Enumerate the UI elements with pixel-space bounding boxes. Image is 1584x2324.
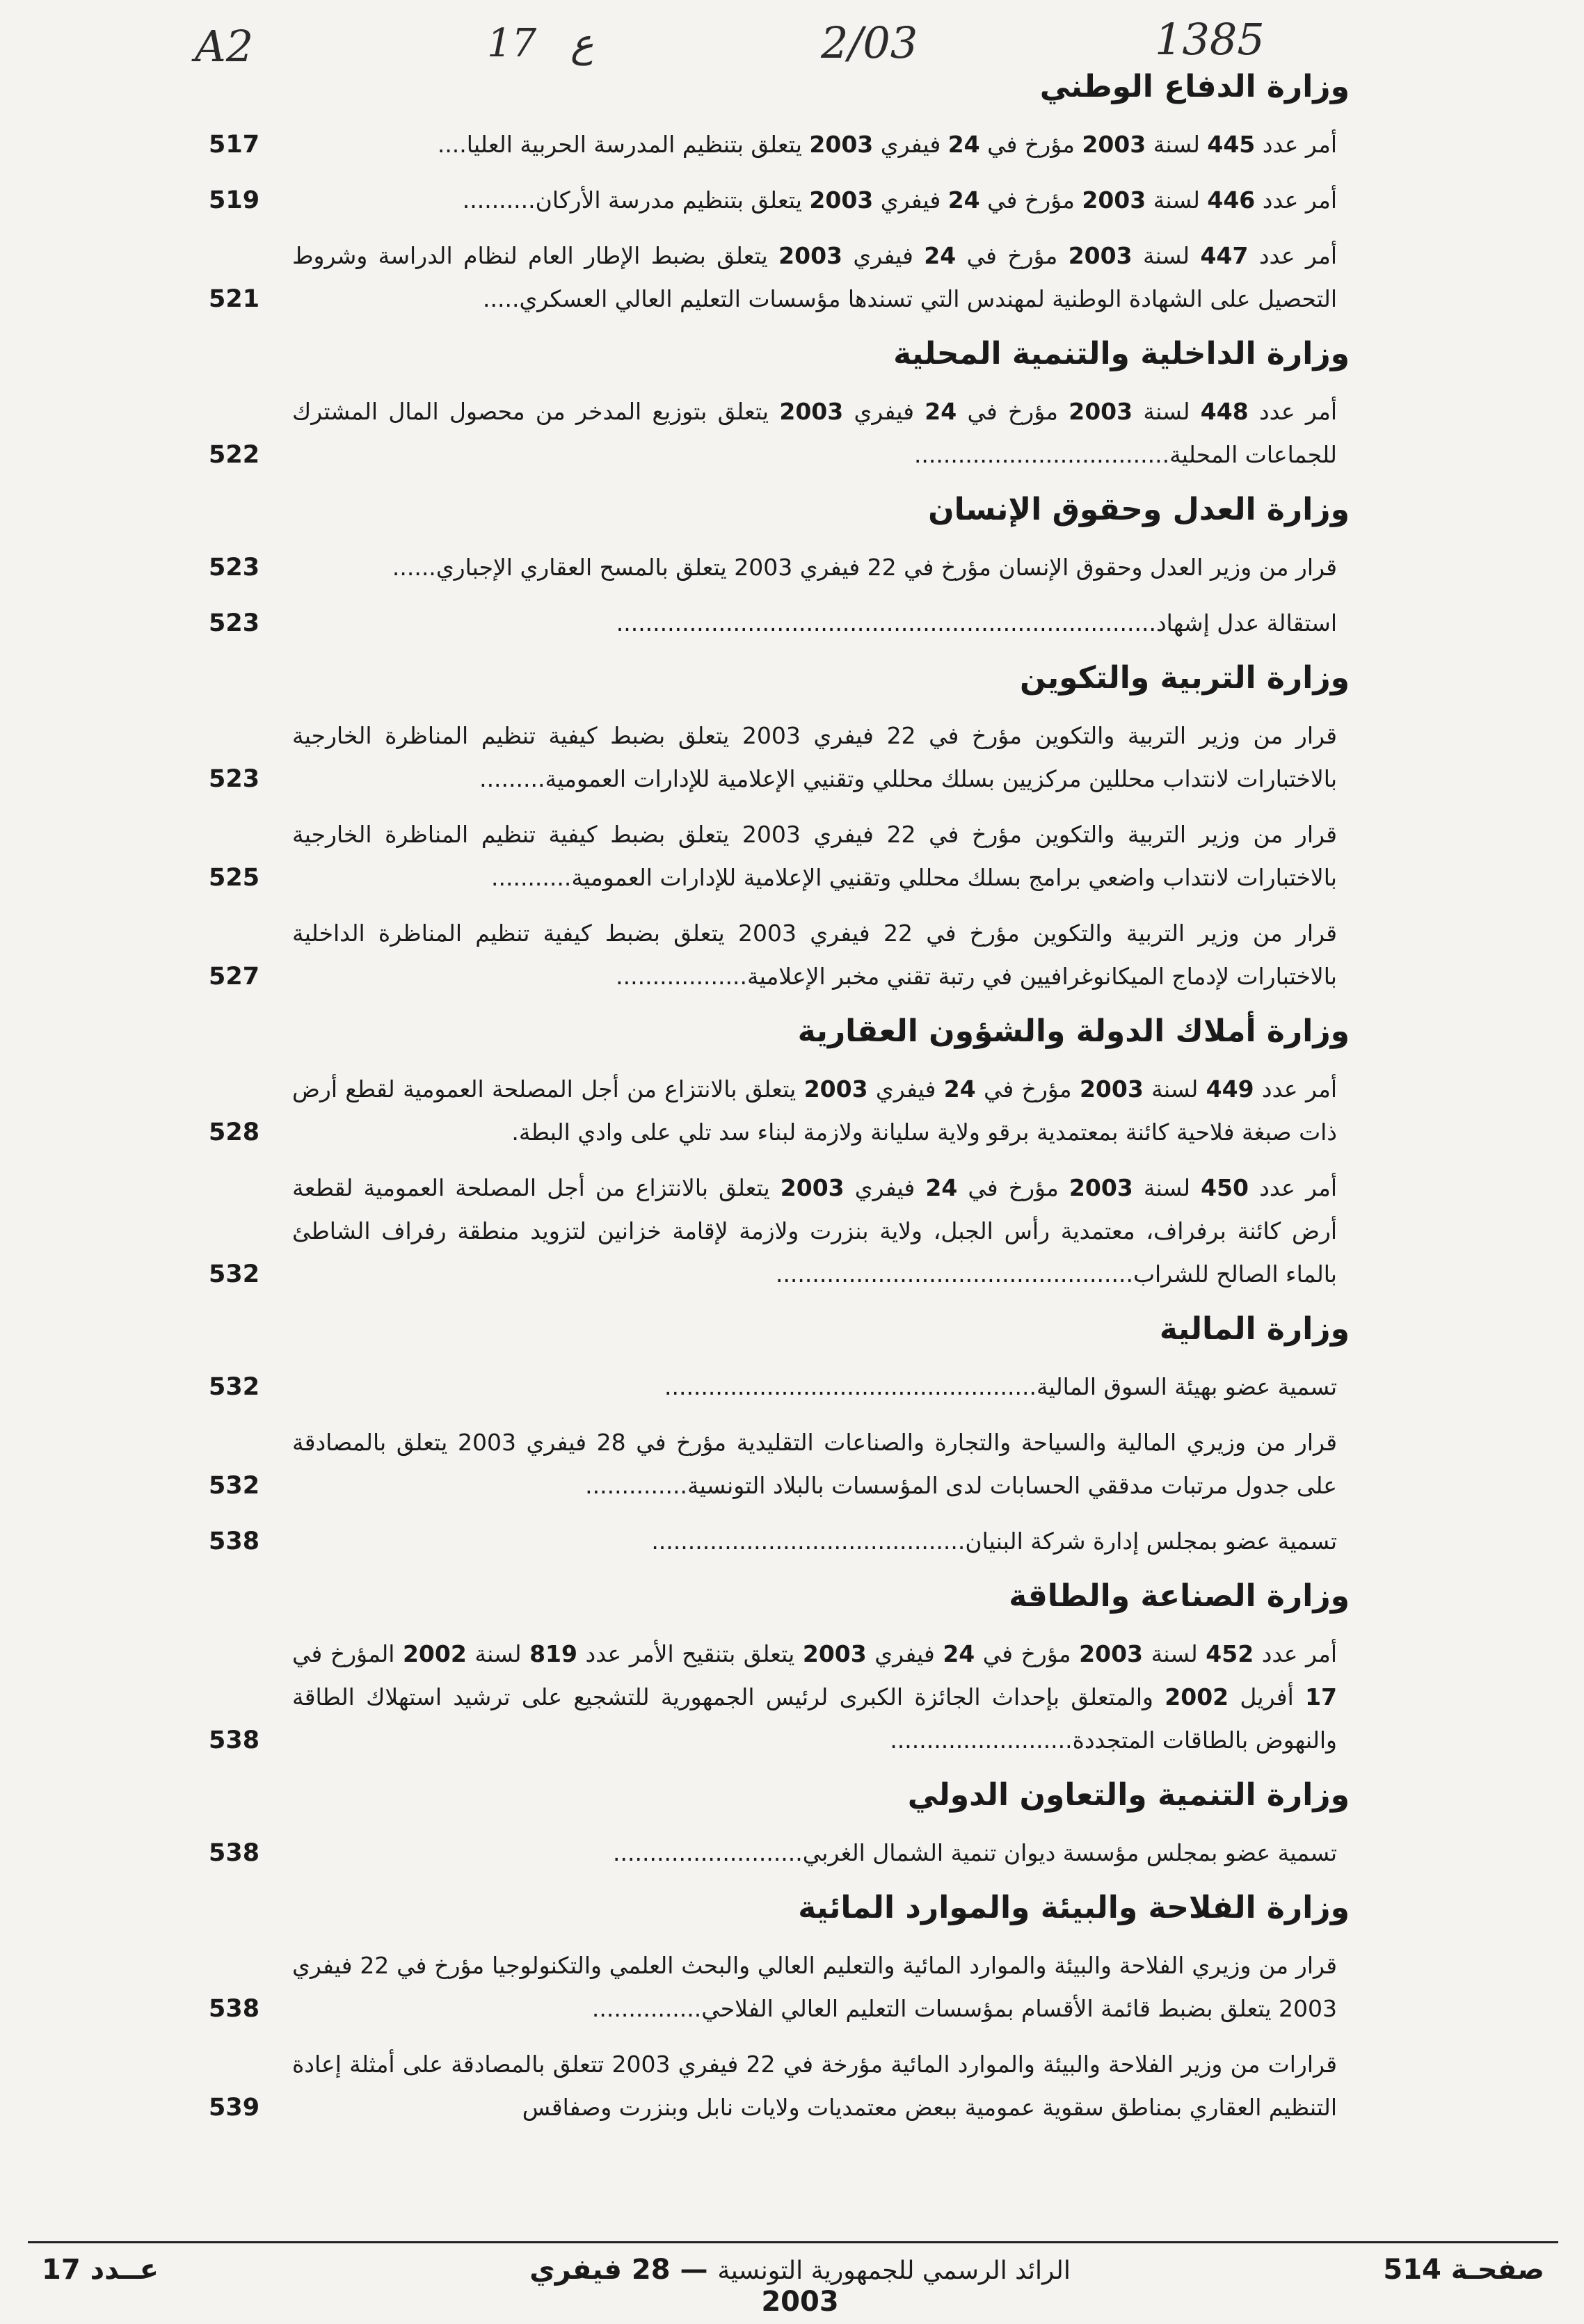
ministry-title: وزارة التنمية والتعاون الدولي xyxy=(907,1777,1350,1813)
toc-page-number: 521 xyxy=(209,285,260,313)
ministry-section xyxy=(209,489,1350,645)
toc-page-number: 528 xyxy=(209,1119,260,1146)
handwritten-note: 17 xyxy=(487,21,537,66)
toc-entry-text xyxy=(292,179,1350,222)
toc-entry-text xyxy=(292,546,1350,589)
toc-entry-text xyxy=(292,2043,1350,2129)
dot-leader: .... xyxy=(437,131,467,158)
dot-leader: .......... xyxy=(462,186,536,214)
dot-leader: ............... xyxy=(591,1995,702,2022)
dot-leader: ......................... xyxy=(890,1726,1073,1754)
toc-entry xyxy=(209,714,1350,801)
entry-title: قرار من وزيري الفلاحة والبيئة والموارد المائية والتعليم العالي والبحث العلمي والتكنولوجيا مؤرخ في 22 فيفري 2003 يتعلق بضبط قائمة الأقسام بمؤسسات التعليم العالي الفلاحي xyxy=(292,1952,1337,2022)
dot-leader: .......................................................................... xyxy=(616,609,1156,636)
ministry-section xyxy=(209,657,1350,998)
dot-leader: ......... xyxy=(479,765,545,792)
toc-page-number: 532 xyxy=(209,1260,260,1288)
entry-title: تسمية عضو بهيئة السوق المالية xyxy=(1036,1373,1337,1400)
entry-title: أمر عدد 447 لسنة 2003 مؤرخ في 24 فيفري 2003 يتعلق بضبط الإطار العام لنظام الدراسة وشروط التحصيل على الشهادة الوطنية لمهندس التي تسندها مؤسسات التعليم العالي العسكري xyxy=(292,242,1337,312)
toc-page-number: 517 xyxy=(209,131,260,159)
ministry-title: وزارة الفلاحة والبيئة والموارد المائية xyxy=(798,1890,1350,1925)
entry-title: أمر عدد 452 لسنة 2003 مؤرخ في 24 فيفري 2003 يتعلق بتنقيح الأمر عدد 819 لسنة 2002 المؤرخ في 17 أفريل 2002 والمتعلق بإحداث الجائزة الكبرى لرئيس الجمهورية للتشجيع على ترشيد استهلاك الطاقة والنهوض بالطاقات المتجددة xyxy=(292,1640,1338,1754)
ministry-title: وزارة أملاك الدولة والشؤون العقارية xyxy=(797,1013,1350,1049)
ministry-title: وزارة العدل وحقوق الإنسان xyxy=(928,492,1350,527)
entry-title: تسمية عضو بمجلس إدارة شركة البنيان xyxy=(965,1528,1337,1555)
toc-entry-text xyxy=(292,234,1350,321)
dot-leader: ................................................. xyxy=(775,1260,1133,1288)
toc-page-number: 532 xyxy=(209,1472,260,1500)
ministry-section xyxy=(209,1887,1350,2129)
toc-page-number: 523 xyxy=(209,554,260,582)
entry-title: أمر عدد 448 لسنة 2003 مؤرخ في 24 فيفري 2003 يتعلق بتوزيع المدخر من محصول المال المشترك للجماعات المحلية xyxy=(292,398,1337,468)
toc-entry xyxy=(209,179,1350,222)
toc-page-number: 522 xyxy=(209,441,260,469)
dot-leader: ........................................... xyxy=(651,1528,966,1555)
entry-title: قرار من وزيري المالية والسياحة والتجارة والصناعات التقليدية مؤرخ في 28 فيفري 2003 يتعلق بالمصادقة على جدول مرتبات مدققي الحسابات لدى المؤسسات بالبلاد التونسية xyxy=(292,1429,1338,1499)
toc-entry-text xyxy=(292,1365,1350,1409)
toc-page-number: 539 xyxy=(209,2094,260,2122)
toc-entry xyxy=(209,602,1350,645)
toc-page-number: 519 xyxy=(209,186,260,214)
ministry-title: وزارة التربية والتكوين xyxy=(1019,660,1350,696)
toc-entry-text xyxy=(292,1520,1350,1563)
toc-page-number: 538 xyxy=(209,1839,260,1867)
toc-entry-text xyxy=(292,602,1350,645)
gazette-title xyxy=(487,2254,1113,2318)
toc-entry-text xyxy=(292,1944,1350,2030)
entry-title: قرارات من وزير الفلاحة والبيئة والموارد المائية مؤرخة في 22 فيفري 2003 تتعلق بالمصادقة على أمثلة إعادة التنظيم العقاري بمناطق سقوية عمومية ببعض معتمديات ولايات نابل وبنزرت وصفاقس xyxy=(292,2051,1337,2121)
toc-entry xyxy=(209,234,1350,321)
ministry-section xyxy=(209,1308,1350,1563)
entry-title: قرار من وزير التربية والتكوين مؤرخ في 22 فيفري 2003 يتعلق بضبط كيفية تنظيم المناظرة الداخلية بالاختبارات لإدماج الميكانوغرافيين في رتبة تقني مخبر الإعلامية xyxy=(292,920,1337,990)
dot-leader: .................. xyxy=(616,963,747,990)
toc-entry-text xyxy=(292,390,1350,476)
toc-entry xyxy=(209,1832,1350,1875)
toc-entry xyxy=(209,1520,1350,1563)
dot-leader: ................................................... xyxy=(664,1373,1037,1400)
ministry-section xyxy=(209,1576,1350,1762)
ministry-title: وزارة الداخلية والتنمية المحلية xyxy=(893,336,1350,371)
ministry-section xyxy=(209,66,1350,321)
page-footer xyxy=(28,2254,1558,2318)
handwritten-note: 2/03 xyxy=(821,17,918,68)
dot-leader: ................................... xyxy=(913,441,1170,468)
toc-page-number: 527 xyxy=(209,963,260,991)
issue-number: عــدد 17 xyxy=(42,2254,159,2286)
gazette-name: الرائد الرسمي للجمهورية التونسية xyxy=(717,2257,1071,2285)
footer-divider xyxy=(28,2241,1558,2243)
toc-page-number: 538 xyxy=(209,1995,260,2023)
toc-entry xyxy=(209,123,1350,166)
dot-leader: . xyxy=(511,1119,519,1146)
ministry-title: وزارة الدفاع الوطني xyxy=(1039,69,1350,104)
entry-title: قرار من وزير التربية والتكوين مؤرخ في 22 فيفري 2003 يتعلق بضبط كيفية تنظيم المناظرة الخارجية بالاختبارات لانتداب واضعي برامج بسلك محللي وتقنيي الإعلامية للإدارات العمومية xyxy=(292,821,1337,891)
ministry-section xyxy=(209,333,1350,476)
toc-page-number: 523 xyxy=(209,609,260,637)
dot-leader: .............. xyxy=(585,1472,687,1499)
toc-entry xyxy=(209,1167,1350,1296)
ministry-section xyxy=(209,1774,1350,1875)
handwritten-annotations xyxy=(0,0,1584,77)
page-number: صفحـة 514 xyxy=(1383,2254,1544,2286)
entry-title: أمر عدد 450 لسنة 2003 مؤرخ في 24 فيفري 2003 يتعلق بالانتزاع من أجل المصلحة العمومية لقطعة أرض كائنة برفراف، معتمدية رأس الجبل، ولاية بنزرت ولازمة لإقامة خزانين لتزويد منطقة رفراف الشاطئ بالماء الصالح للشراب xyxy=(292,1174,1338,1288)
toc-entry xyxy=(209,1633,1350,1762)
gazette-date: 28 فيفري 2003 xyxy=(529,2254,839,2318)
toc-entry-text xyxy=(292,813,1350,899)
toc-entry xyxy=(209,1365,1350,1409)
ministry-section xyxy=(209,1011,1350,1296)
toc-entry-text xyxy=(292,1633,1350,1762)
toc-entry xyxy=(209,1068,1350,1154)
entry-title: قرار من وزير العدل وحقوق الإنسان مؤرخ في 22 فيفري 2003 يتعلق بالمسح العقاري الإجباري xyxy=(435,554,1337,581)
dot-leader: ........... xyxy=(490,864,572,891)
dot-leader: .......................... xyxy=(613,1839,803,1866)
toc-page-number: 538 xyxy=(209,1726,260,1754)
toc-entry-text xyxy=(292,1832,1350,1875)
toc-entry xyxy=(209,912,1350,998)
toc-entry-text xyxy=(292,714,1350,801)
toc-entry xyxy=(209,1421,1350,1507)
toc-entry-text xyxy=(292,912,1350,998)
entry-title: قرار من وزير التربية والتكوين مؤرخ في 22 فيفري 2003 يتعلق بضبط كيفية تنظيم المناظرة الخارجية بالاختبارات لانتداب محللين مركزيين بسلك محللي وتقنيي الإعلامية للإدارات العمومية xyxy=(292,722,1337,792)
toc-entry-text xyxy=(292,123,1350,166)
handwritten-note: ع xyxy=(570,21,594,66)
entry-title: أمر عدد 446 لسنة 2003 مؤرخ في 24 فيفري 2003 يتعلق بتنظيم مدرسة الأركان xyxy=(535,186,1337,214)
entry-title: أمر عدد 445 لسنة 2003 مؤرخ في 24 فيفري 2003 يتعلق بتنظيم المدرسة الحربية العليا xyxy=(466,131,1337,158)
toc-page-number: 523 xyxy=(209,765,260,793)
entry-title: أمر عدد 449 لسنة 2003 مؤرخ في 24 فيفري 2003 يتعلق بالانتزاع من أجل المصلحة العمومية لقطع أرض ذات صبغة فلاحية كائنة بمعتمدية برقو ولاية سليانة ولازمة لبناء سد تلي على وادي البطة xyxy=(292,1075,1337,1146)
ministry-title: وزارة المالية xyxy=(1159,1311,1350,1347)
dot-leader: ..... xyxy=(482,285,520,312)
toc-entry-text xyxy=(292,1167,1350,1296)
toc-entry-text xyxy=(292,1421,1350,1507)
table-of-contents xyxy=(209,66,1350,2142)
toc-entry xyxy=(209,2043,1350,2129)
toc-entry xyxy=(209,813,1350,899)
entry-title: استقالة عدل إشهاد xyxy=(1155,609,1337,636)
dot-leader: ...... xyxy=(392,554,436,581)
gazette-separator: — xyxy=(680,2254,708,2286)
toc-page-number: 532 xyxy=(209,1373,260,1401)
toc-entry xyxy=(209,546,1350,589)
toc-entry-text xyxy=(292,1068,1350,1154)
entry-title: تسمية عضو بمجلس مؤسسة ديوان تنمية الشمال الغربي xyxy=(802,1839,1337,1866)
handwritten-note: 1385 xyxy=(1155,14,1265,65)
handwritten-note: A2 xyxy=(195,21,254,72)
toc-entry xyxy=(209,390,1350,476)
ministry-title: وزارة الصناعة والطاقة xyxy=(1009,1578,1350,1614)
toc-page-number: 525 xyxy=(209,864,260,892)
toc-page-number: 538 xyxy=(209,1528,260,1555)
toc-entry xyxy=(209,1944,1350,2030)
